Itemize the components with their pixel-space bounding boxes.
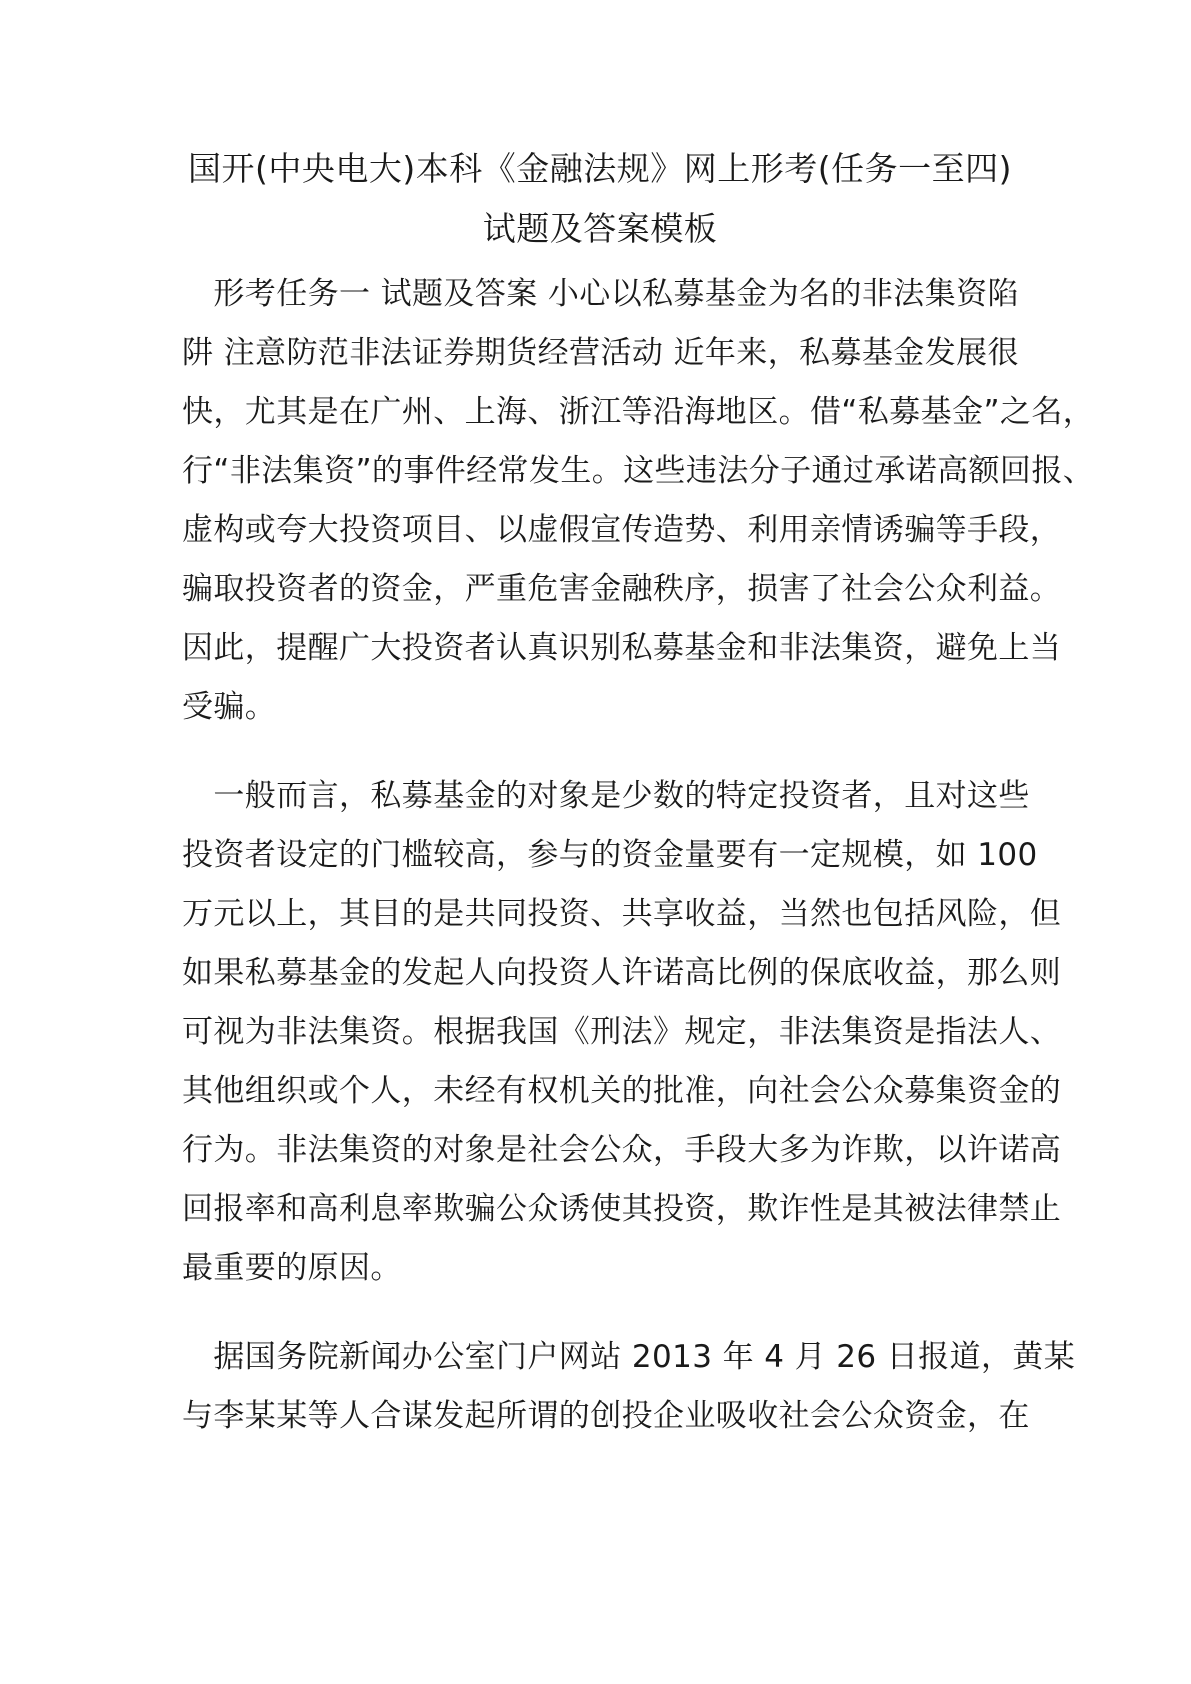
paragraph-line: 万元以上，其目的是共同投资、共享收益，当然也包括风险，但 xyxy=(182,896,1062,932)
paragraph-line: 行为。非法集资的对象是社会公众，手段大多为诈欺，以许诺高 xyxy=(182,1132,1062,1168)
paragraph-line: 阱 注意防范非法证券期货经营活动 近年来，私募基金发展很 xyxy=(182,335,1019,371)
paragraph-line: 虚构或夸大投资项目、以虚假宣传造势、利用亲情诱骗等手段， xyxy=(182,512,1062,548)
paragraph-line: 据国务院新闻办公室门户网站 2013 年 4 月 26 日报道，黄某 xyxy=(182,1339,1076,1375)
paragraph-line: 可视为非法集资。根据我国《刑法》规定，非法集资是指法人、 xyxy=(182,1014,1062,1050)
paragraph-line: 形考任务一 试题及答案 小心以私募基金为名的非法集资陷 xyxy=(182,276,1019,312)
paragraph-line: 骗取投资者的资金，严重危害金融秩序，损害了社会公众利益。 xyxy=(182,571,1062,607)
paragraph-line: 投资者设定的门槛较高，参与的资金量要有一定规模，如 100 xyxy=(182,837,1038,873)
paragraph-line: 快，尤其是在广州、上海、浙江等沿海地区。借“私募基金”之名， xyxy=(182,394,1095,430)
paragraph-line: 因此，提醒广大投资者认真识别私募基金和非法集资，避免上当 xyxy=(182,630,1062,666)
document-title-line-2: 试题及答案模板 xyxy=(482,209,718,248)
paragraph-line: 最重要的原因。 xyxy=(182,1250,402,1286)
paragraph-line: 回报率和高利息率欺骗公众诱使其投资，欺诈性是其被法律禁止 xyxy=(182,1191,1062,1227)
paragraph-line: 受骗。 xyxy=(182,689,277,725)
paragraph-line: 其他组织或个人，未经有权机关的批准，向社会公众募集资金的 xyxy=(182,1073,1062,1109)
document-title-line-1: 国开(中央电大)本科《金融法规》网上形考(任务一至四) xyxy=(188,149,1012,188)
paragraph-line: 与李某某等人合谋发起所谓的创投企业吸收社会公众资金，在 xyxy=(182,1398,1030,1434)
paragraph-line: 行“非法集资”的事件经常发生。这些违法分子通过承诺高额回报、 xyxy=(182,453,1095,489)
paragraph-line: 一般而言，私募基金的对象是少数的特定投资者，且对这些 xyxy=(182,778,1030,814)
paragraph-line: 如果私募基金的发起人向投资人许诺高比例的保底收益，那么则 xyxy=(182,955,1062,991)
